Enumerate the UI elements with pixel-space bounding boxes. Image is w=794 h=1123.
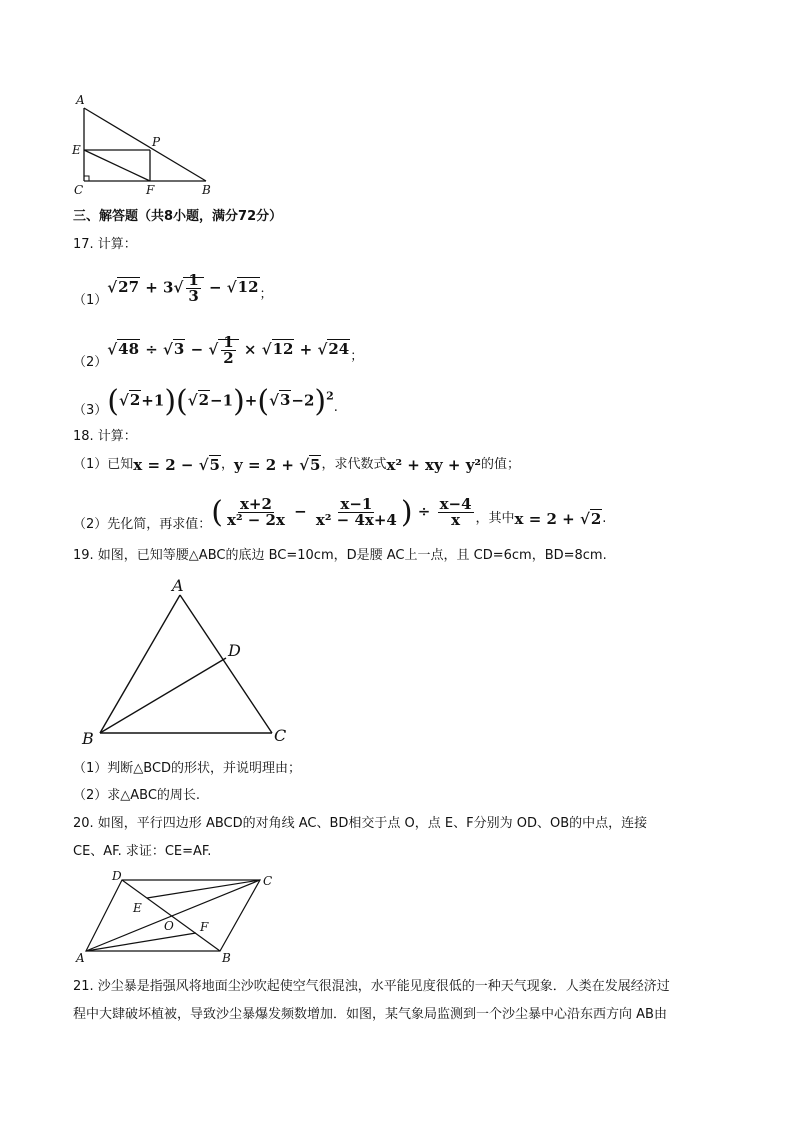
q17-part2-expr: √48 ÷ √3 − √ $\frac{1}{2}$ × √12 + √24: [107, 332, 350, 367]
q17-part3-expr: $(√2+1)(√2-1)+(√3-2)^2$: [107, 383, 334, 419]
q17-part2-label: （2）: [73, 355, 108, 370]
diagonal-bd: [122, 880, 220, 951]
q18-part1-mid: ，求代数式: [321, 457, 387, 472]
q17-part1-end: ；: [259, 287, 273, 302]
q17-part2: [73, 328, 363, 372]
segment-af: [86, 933, 196, 951]
q17-title: 17. 计算：: [73, 237, 137, 252]
q17-part1: [73, 266, 273, 310]
q18-part1-end: 的值；: [480, 457, 520, 472]
q18-part2-end: .: [602, 511, 607, 526]
figure-rectangle-in-triangle: [66, 92, 226, 198]
q18-part2-label: （2）先化简，再求值：: [73, 517, 212, 532]
q18-part2-x-value: x = 2 + √2: [514, 510, 602, 528]
q18-part2: [73, 490, 606, 534]
q19-part2: （2）求△ABC的周长.: [73, 788, 201, 803]
figure-isosceles-triangle: [76, 575, 296, 750]
q17-part1-label: （1）: [73, 293, 108, 308]
q19-part1: （1）判断△BCD的形状，并说明理由；: [73, 761, 302, 776]
q17-part3: [73, 382, 338, 420]
segment-ac: [180, 595, 272, 733]
label-a: A: [76, 951, 85, 964]
segment-ef: [84, 150, 150, 181]
figure-parallelogram: [72, 868, 284, 964]
label-c: C: [274, 726, 287, 745]
label-c: C: [263, 874, 273, 888]
q21-line1: 21. 沙尘暴是指强风将地面尘沙吹起使空气很混浊，水平能见度很低的一种天气现象．人类在发展经济过: [73, 979, 670, 994]
segment-ab: [84, 108, 206, 181]
segment-bd: [100, 658, 226, 733]
q19-text: 19. 如图，已知等腰△ABC的底边 BC=10cm，D是腰 AC上一点，且 CD=6cm，BD=8cm.: [73, 548, 607, 563]
section-heading: 三、解答题（共8小题，满分72分）: [73, 209, 283, 224]
q17-part3-label: （3）: [73, 403, 108, 418]
q18-expression: x² + xy + y²: [386, 456, 481, 474]
diagonal-ac: [86, 880, 260, 951]
label-d: D: [228, 641, 241, 660]
label-a: A: [76, 93, 85, 107]
q18-part1: [73, 456, 520, 474]
q18-part2-expr: ( $\frac{x+2}{\text{x² − 2x}}$ − $\frac{x-1}{\text{x² − 4x+4}}$ ) ÷ $\frac{x-4}{x}$: [211, 494, 472, 530]
q18-comma: ，: [220, 457, 234, 472]
q18-part2-mid: ，其中: [475, 511, 515, 526]
q18-x-value: x = 2 − √5: [133, 456, 220, 474]
segment-ce: [147, 880, 260, 898]
q18-title: 18. 计算：: [73, 429, 137, 444]
label-f: F: [200, 920, 209, 934]
label-p: P: [152, 135, 161, 149]
label-o: O: [164, 919, 174, 933]
q21-line2: 程中大肆破坏植被，导致沙尘暴爆发频数增加．如图，某气象局监测到一个沙尘暴中心沿东西方向 AB由: [73, 1007, 667, 1022]
label-b: B: [222, 951, 231, 964]
label-f: F: [146, 183, 155, 197]
q18-part1-label: （1）已知: [73, 457, 134, 472]
label-a: A: [172, 576, 184, 595]
label-c: C: [74, 183, 84, 197]
segment-ab: [100, 595, 180, 733]
q18-y-value: y = 2 + √5: [234, 456, 321, 474]
q20-line1: 20. 如图，平行四边形 ABCD的对角线 AC、BD相交于点 O，点 E、F分别为 OD、OB的中点，连接: [73, 816, 648, 831]
label-d: D: [112, 869, 122, 883]
label-b: B: [82, 729, 94, 748]
label-e: E: [133, 901, 142, 915]
q17-part2-end: ；: [350, 349, 364, 364]
label-e: E: [72, 143, 81, 157]
right-angle-mark: [84, 176, 89, 181]
q20-line2: CE、AF. 求证：CE=AF.: [73, 844, 212, 859]
label-b: B: [202, 183, 211, 197]
q17-part1-expr: √27 + 3√ $\frac{1}{3}$ − √12: [107, 270, 259, 305]
q17-part3-end: .: [333, 400, 338, 415]
